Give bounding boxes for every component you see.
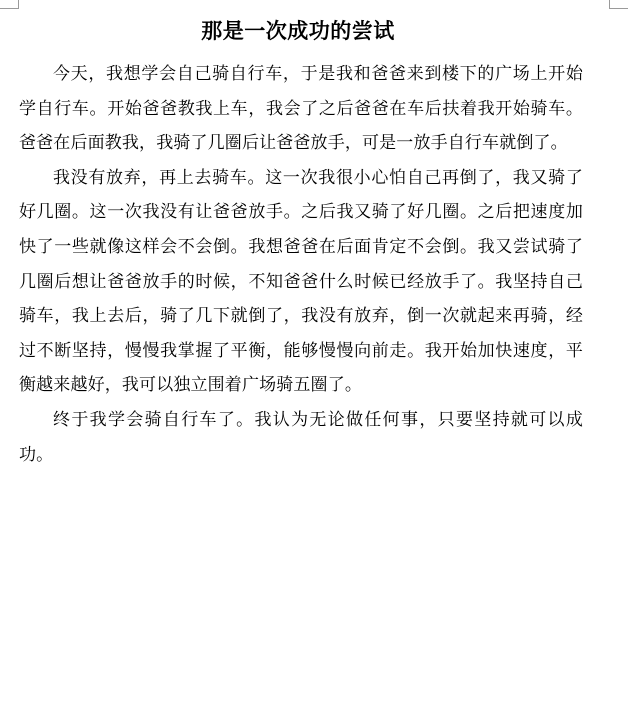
document-body bbox=[19, 57, 583, 472]
page-corner-mark-right bbox=[609, 0, 628, 9]
page-corner-mark-left bbox=[0, 0, 19, 9]
paragraph-2: 我没有放弃，再上去骑车。这一次我很小心怕自己再倒了，我又骑了好几圈。这一次我没有让爸爸放手。之后我又骑了好几圈。之后把速度加快了一些就像这样会不会倒。我想爸爸在后面肯定不会倒。我又尝试骑了几圈后想让爸爸放手的时候，不知爸爸什么时候已经放手了。我坚持自己骑车，我上去后，骑了几下就倒了，我没有放弃，倒一次就起来再骑，经过不断坚持，慢慢我掌握了平衡，能够慢慢向前走。我开始加快速度，平衡越来越好，我可以独立围着广场骑五圈了。 bbox=[19, 167, 583, 396]
document-title: 那是一次成功的尝试 bbox=[201, 19, 395, 43]
paragraph-3: 终于我学会骑自行车了。我认为无论做任何事，只要坚持就可以成功。 bbox=[19, 409, 583, 465]
paragraph-1: 今天，我想学会自己骑自行车，于是我和爸爸来到楼下的广场上开始学自行车。开始爸爸教我上车，我会了之后爸爸在车后扶着我开始骑车。爸爸在后面教我，我骑了几圈后让爸爸放手，可是一放手自行车就倒了。 bbox=[19, 64, 583, 154]
